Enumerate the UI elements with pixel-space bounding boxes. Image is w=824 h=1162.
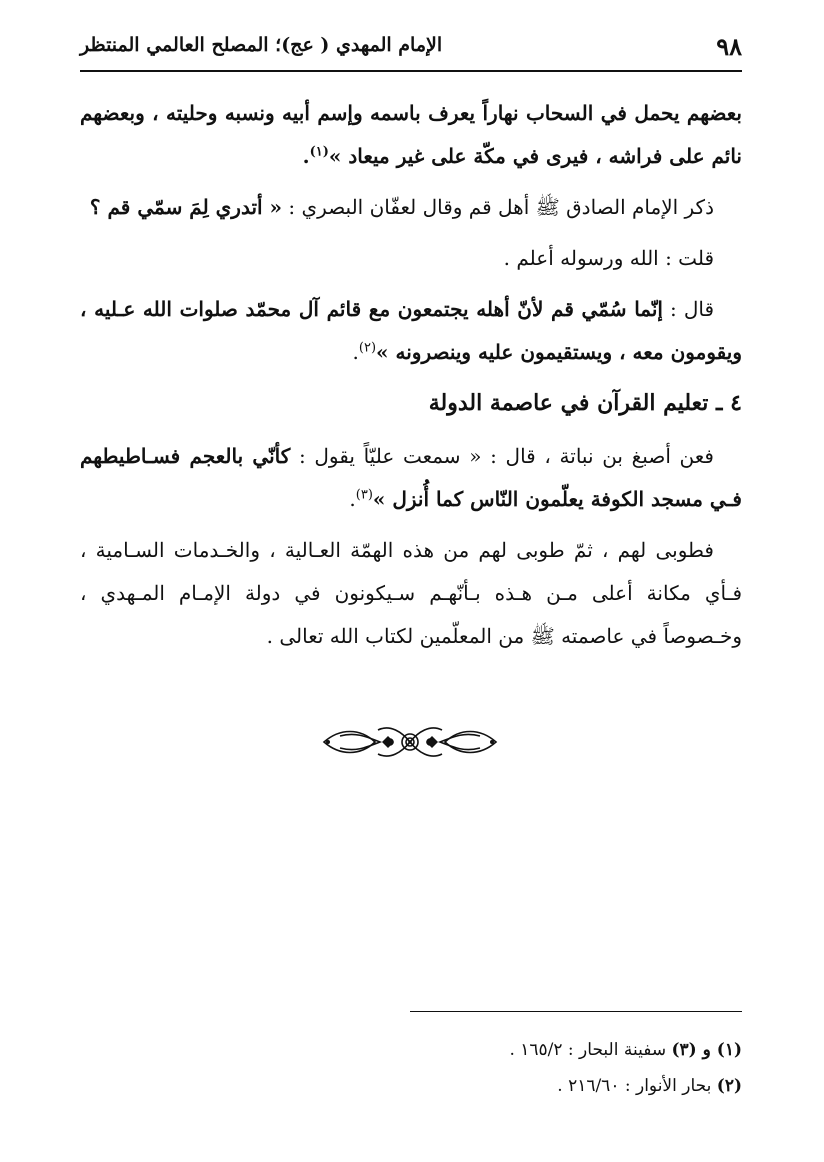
paragraph-6: فطوبى لهم ، ثمّ طوبى لهم من هذه الهمّة العـالية ، والخـدمات السـامية ، فـأي مكانة أعلى مـن هـذه بـأنّهـم سـيكونون في دولة الإمـام المـهدي ، وخـصوصاً في عاصمته ﷺ من المعلّمين لكتاب الله تعالى . xyxy=(80,538,742,648)
paragraph-3: قلت : الله ورسوله أعلم . xyxy=(503,246,714,270)
paragraph-4 xyxy=(80,288,742,374)
footnote-ref-1: (١) xyxy=(309,144,329,160)
footnote-text: بحار الأنوار : ٢١٦/٦٠ . xyxy=(557,1076,717,1096)
footnote-mark: (٢) xyxy=(716,1076,742,1096)
page-body xyxy=(80,92,742,666)
paragraph-5-text: فعن أصبغ بن نباتة ، قال : « سمعت عليّاً يقول : xyxy=(290,444,714,468)
paragraph-4-end: . xyxy=(352,340,359,364)
decorative-ornament-icon xyxy=(320,722,500,762)
footnote-rule xyxy=(410,1011,742,1012)
footnote-mark: (١) و (٣) xyxy=(671,1040,742,1060)
paragraph-2-quote: « أتدري لِمَ سمّي قم ؟ xyxy=(89,195,283,219)
footnote-ref-3: (٣) xyxy=(355,487,373,503)
page-number: ٩٨ xyxy=(716,32,742,61)
paragraph-1-end: . xyxy=(302,144,310,168)
paragraph-4-text: قال : xyxy=(662,297,714,321)
paragraph-5-quote: كأنّي بالعجم فسـاطيطهم فـي مسجد الكوفة يعلّمون النّاس كما أُنزل » xyxy=(80,444,742,511)
paragraph-5-end: . xyxy=(349,487,356,511)
running-title: الإمام المهدي ( عج)؛ المصلح العالمي المنتظر xyxy=(80,34,443,56)
section-heading: ٤ ـ تعليم القرآن في عاصمة الدولة xyxy=(428,390,742,416)
running-header xyxy=(80,30,742,70)
header-rule xyxy=(80,70,742,72)
paragraph-4-quote: إنّما سُمّي قم لأنّ أهله يجتمعون مع قائم آل محمّد صلوات الله عـليه ، ويقومون معه ، ويستقيمون عليه وينصرونه » xyxy=(80,297,742,364)
paragraph-2 xyxy=(80,186,742,229)
paragraph-1 xyxy=(80,92,742,178)
paragraph-1-text: بعضهم يحمل في السحاب نهاراً يعرف باسمه وإسم أبيه ونسبه وحليته ، وبعضهم نائم على فراشه ، فيرى في مكّة على غير ميعاد » xyxy=(80,101,742,168)
paragraph-2-text: ذكر الإمام الصادق ﷺ أهل قم وقال لعفّان البصري : xyxy=(282,195,714,219)
paragraph-5 xyxy=(80,435,742,521)
footnotes xyxy=(80,1032,742,1104)
footnote-ref-2: (٢) xyxy=(358,340,377,356)
footnote-2 xyxy=(80,1068,742,1104)
footnote-1 xyxy=(80,1032,742,1068)
footnote-text: سفينة البحار : ١٦٥/٢ . xyxy=(509,1040,672,1060)
